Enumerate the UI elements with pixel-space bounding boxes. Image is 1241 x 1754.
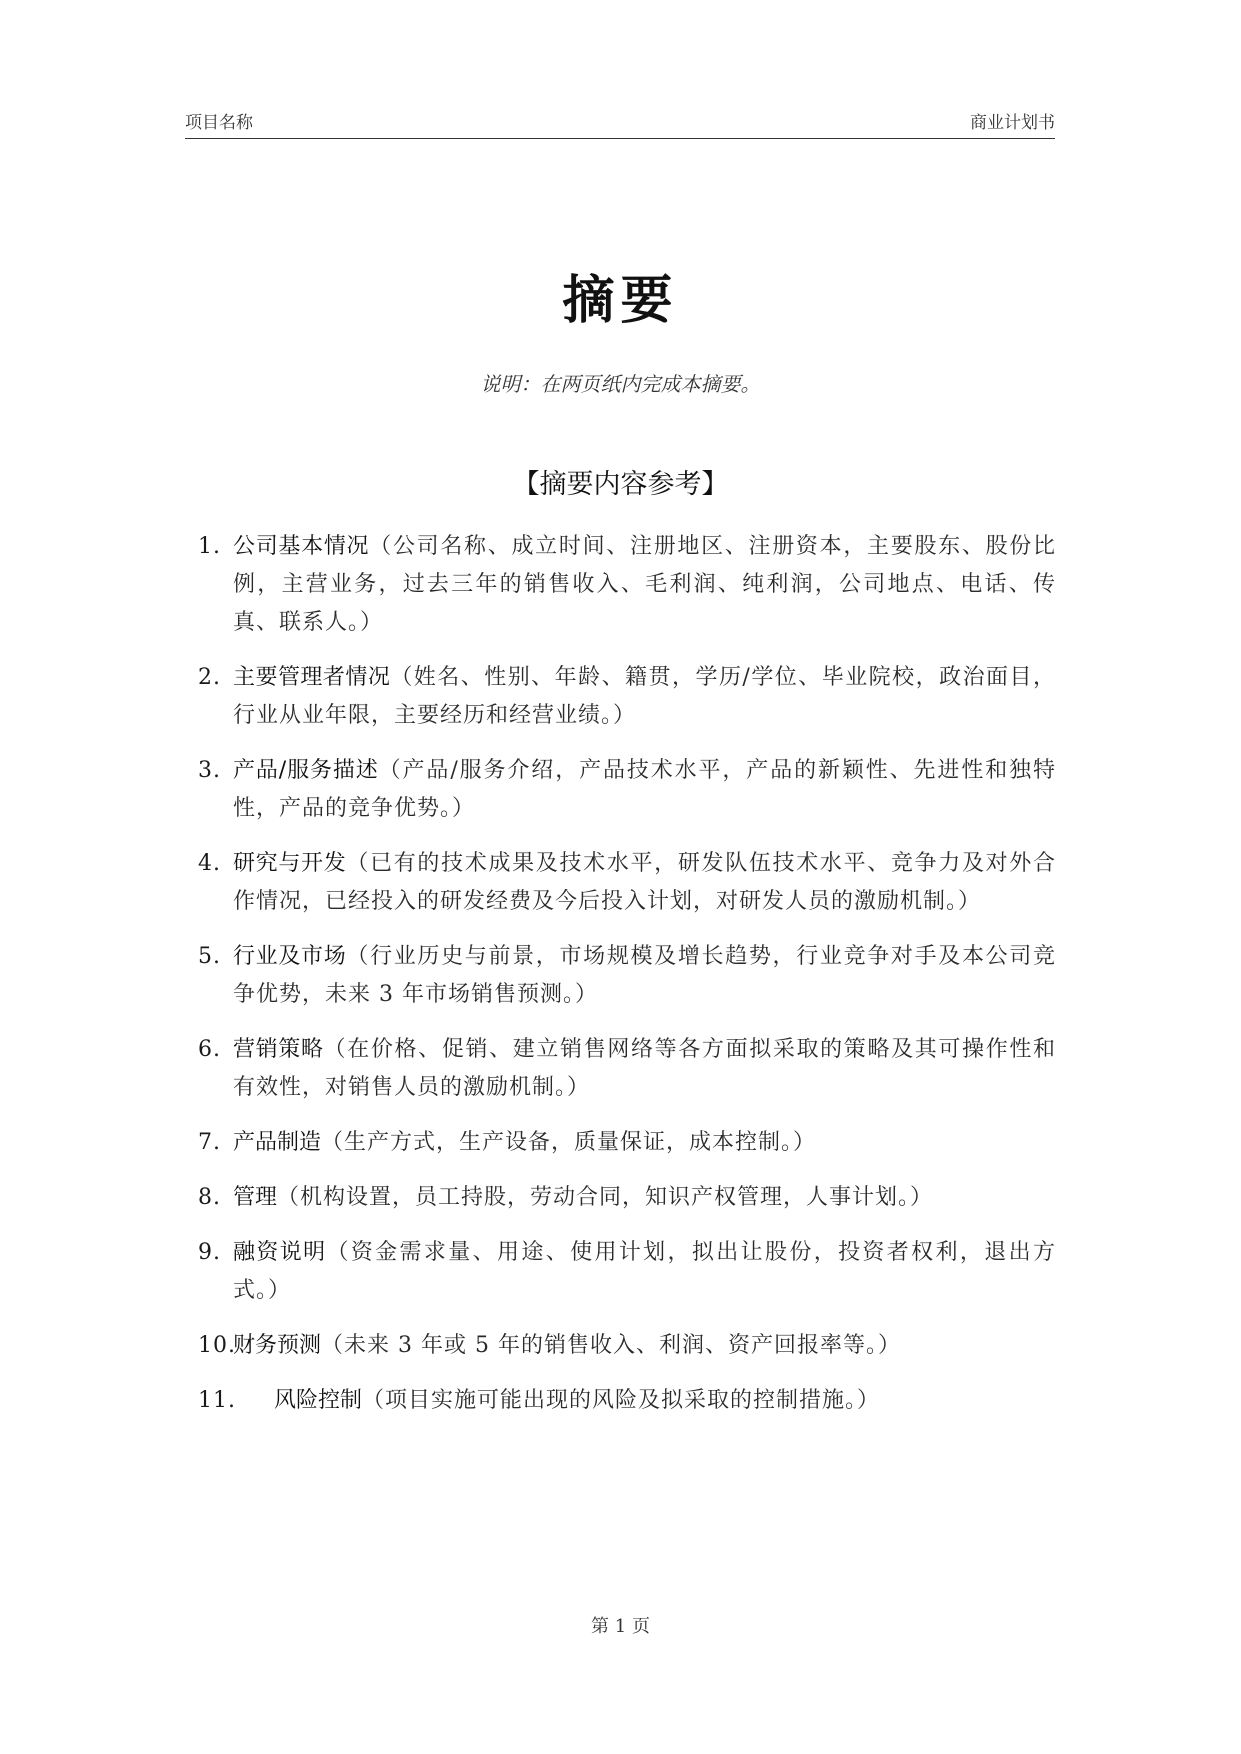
item-number: 7. [198,1130,221,1155]
list-item [198,938,1056,1014]
item-description: （公司名称、成立时间、注册地区、注册资本，主要股东、股份比例，主营业务，过去三年的销售收入、毛利润、纯利润，公司地点、电话、传真、联系人。） [233,534,1056,635]
list-item [198,1382,1056,1420]
item-description: （生产方式，生产设备，质量保证，成本控制。） [321,1130,817,1155]
item-heading: 研究与开发 [233,851,347,876]
item-description: （在价格、促销、建立销售网络等各方面拟采取的策略及其可操作性和有效性，对销售人员的激励机制。） [233,1037,1056,1100]
list-item [198,1327,1056,1365]
instruction-note: 说明：在两页纸内完成本摘要。 [480,372,761,396]
item-number: 10. [198,1333,236,1358]
item-number: 2. [198,665,221,690]
item-description: （产品/服务介绍，产品技术水平，产品的新颖性、先进性和独特性，产品的竞争优势。） [233,758,1056,821]
list-item [198,1179,1056,1217]
item-heading: 公司基本情况 [233,534,370,559]
list-item [198,528,1056,642]
item-description: （机构设置，员工持股，劳动合同，知识产权管理，人事计划。） [277,1185,934,1210]
item-heading: 风险控制 [274,1388,363,1413]
item-number: 11. [198,1388,236,1413]
item-heading: 管理 [233,1185,278,1210]
list-item [198,1031,1056,1107]
item-heading: 行业及市场 [233,944,347,969]
list-item [198,1234,1056,1310]
item-description: （姓名、性别、年龄、籍贯，学历/学位、毕业院校，政治面目，行业从业年限，主要经历和经营业绩。） [233,665,1056,728]
page-header [185,108,1055,139]
item-heading: 财务预测 [233,1333,322,1358]
item-number: 9. [198,1240,221,1265]
item-description: （已有的技术成果及技术水平，研发队伍技术水平、竞争力及对外合作情况，已经投入的研发经费及今后投入计划，对研发人员的激励机制。） [233,851,1056,914]
header-document-type: 商业计划书 [970,113,1055,133]
item-number: 8. [198,1185,221,1210]
section-subtitle: 【摘要内容参考】 [512,469,729,500]
page-number: 第 1 页 [591,1616,650,1637]
item-description: （资金需求量、用途、使用计划，拟出让股份，投资者权利，退出方式。） [233,1240,1056,1303]
list-item [198,845,1056,921]
item-number: 5. [198,944,221,969]
item-heading: 产品/服务描述 [233,758,379,783]
item-heading: 融资说明 [233,1240,327,1265]
list-item [198,1124,1056,1162]
item-number: 6. [198,1037,221,1062]
item-heading: 营销策略 [233,1037,324,1062]
item-number: 1. [198,534,221,559]
item-description: （项目实施可能出现的风险及拟采取的控制措施。） [362,1388,881,1413]
list-item [198,659,1056,735]
item-description: （行业历史与前景，市场规模及增长趋势，行业竞争对手及本公司竞争优势，未来 3 年市场销售预测。） [233,944,1056,1007]
item-number: 4. [198,851,221,876]
summary-content-list [198,528,1056,1437]
item-heading: 产品制造 [233,1130,322,1155]
list-item [198,752,1056,828]
header-project-name: 项目名称 [185,113,253,133]
item-heading: 主要管理者情况 [233,665,391,690]
item-description: （未来 3 年或 5 年的销售收入、利润、资产回报率等。） [321,1333,901,1358]
item-number: 3. [198,758,221,783]
page-title: 摘要 [562,271,679,331]
